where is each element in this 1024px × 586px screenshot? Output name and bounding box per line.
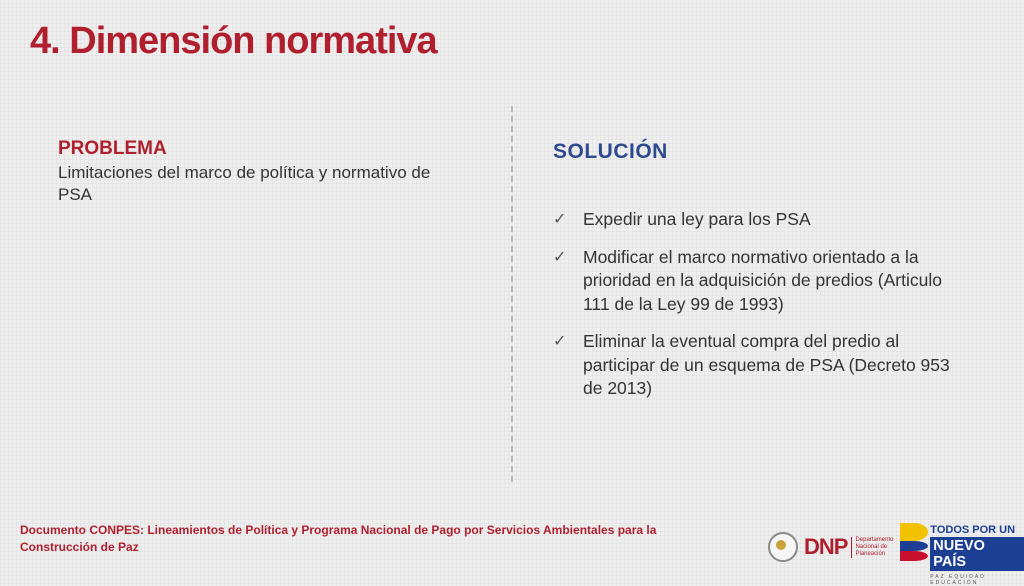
solution-section	[553, 140, 963, 415]
check-icon: ✓	[553, 333, 567, 350]
problem-section	[58, 138, 438, 206]
flag-swoosh-icon	[900, 519, 926, 569]
footer-document-title: Documento CONPES: Lineamientos de Política y Programa Nacional de Pago por Servicios Ambientales para la Construcción de Paz	[20, 523, 657, 554]
coat-of-arms-icon	[768, 532, 798, 562]
solution-item	[553, 330, 963, 401]
gov-logo-line3: PAZ EQUIDAD EDUCACIÓN	[930, 574, 986, 586]
problem-text: Limitaciones del marco de política y normativo de PSA	[58, 163, 431, 204]
column-divider	[511, 106, 513, 482]
dnp-subtitle: Departamento Nacional de Planeación	[851, 537, 899, 558]
solution-item-text: Expedir una ley para los PSA	[583, 209, 811, 229]
dnp-acronym: DNP	[804, 534, 848, 559]
solution-item-text: Eliminar la eventual compra del predio al participar de un esquema de PSA (Decreto 953 de 2013)	[583, 331, 950, 398]
check-icon: ✓	[553, 211, 567, 228]
solution-item-text: Modificar el marco normativo orientado a la prioridad en la adquisición de predios (Articulo 111 de la Ley 99 de 1993)	[583, 246, 942, 314]
solution-list	[553, 208, 963, 401]
gov-logo-line2: NUEVO PAÍS	[930, 537, 1024, 571]
dnp-logo	[768, 530, 899, 564]
solution-item	[553, 208, 963, 232]
check-icon: ✓	[553, 248, 567, 266]
slide-title: 4. Dimensión normativa	[30, 20, 437, 62]
solution-item	[553, 246, 963, 317]
problem-heading: PROBLEMA	[58, 138, 167, 159]
gov-logo-line1: TODOS POR UN	[930, 524, 1016, 536]
solution-heading: SOLUCIÓN	[553, 140, 668, 163]
